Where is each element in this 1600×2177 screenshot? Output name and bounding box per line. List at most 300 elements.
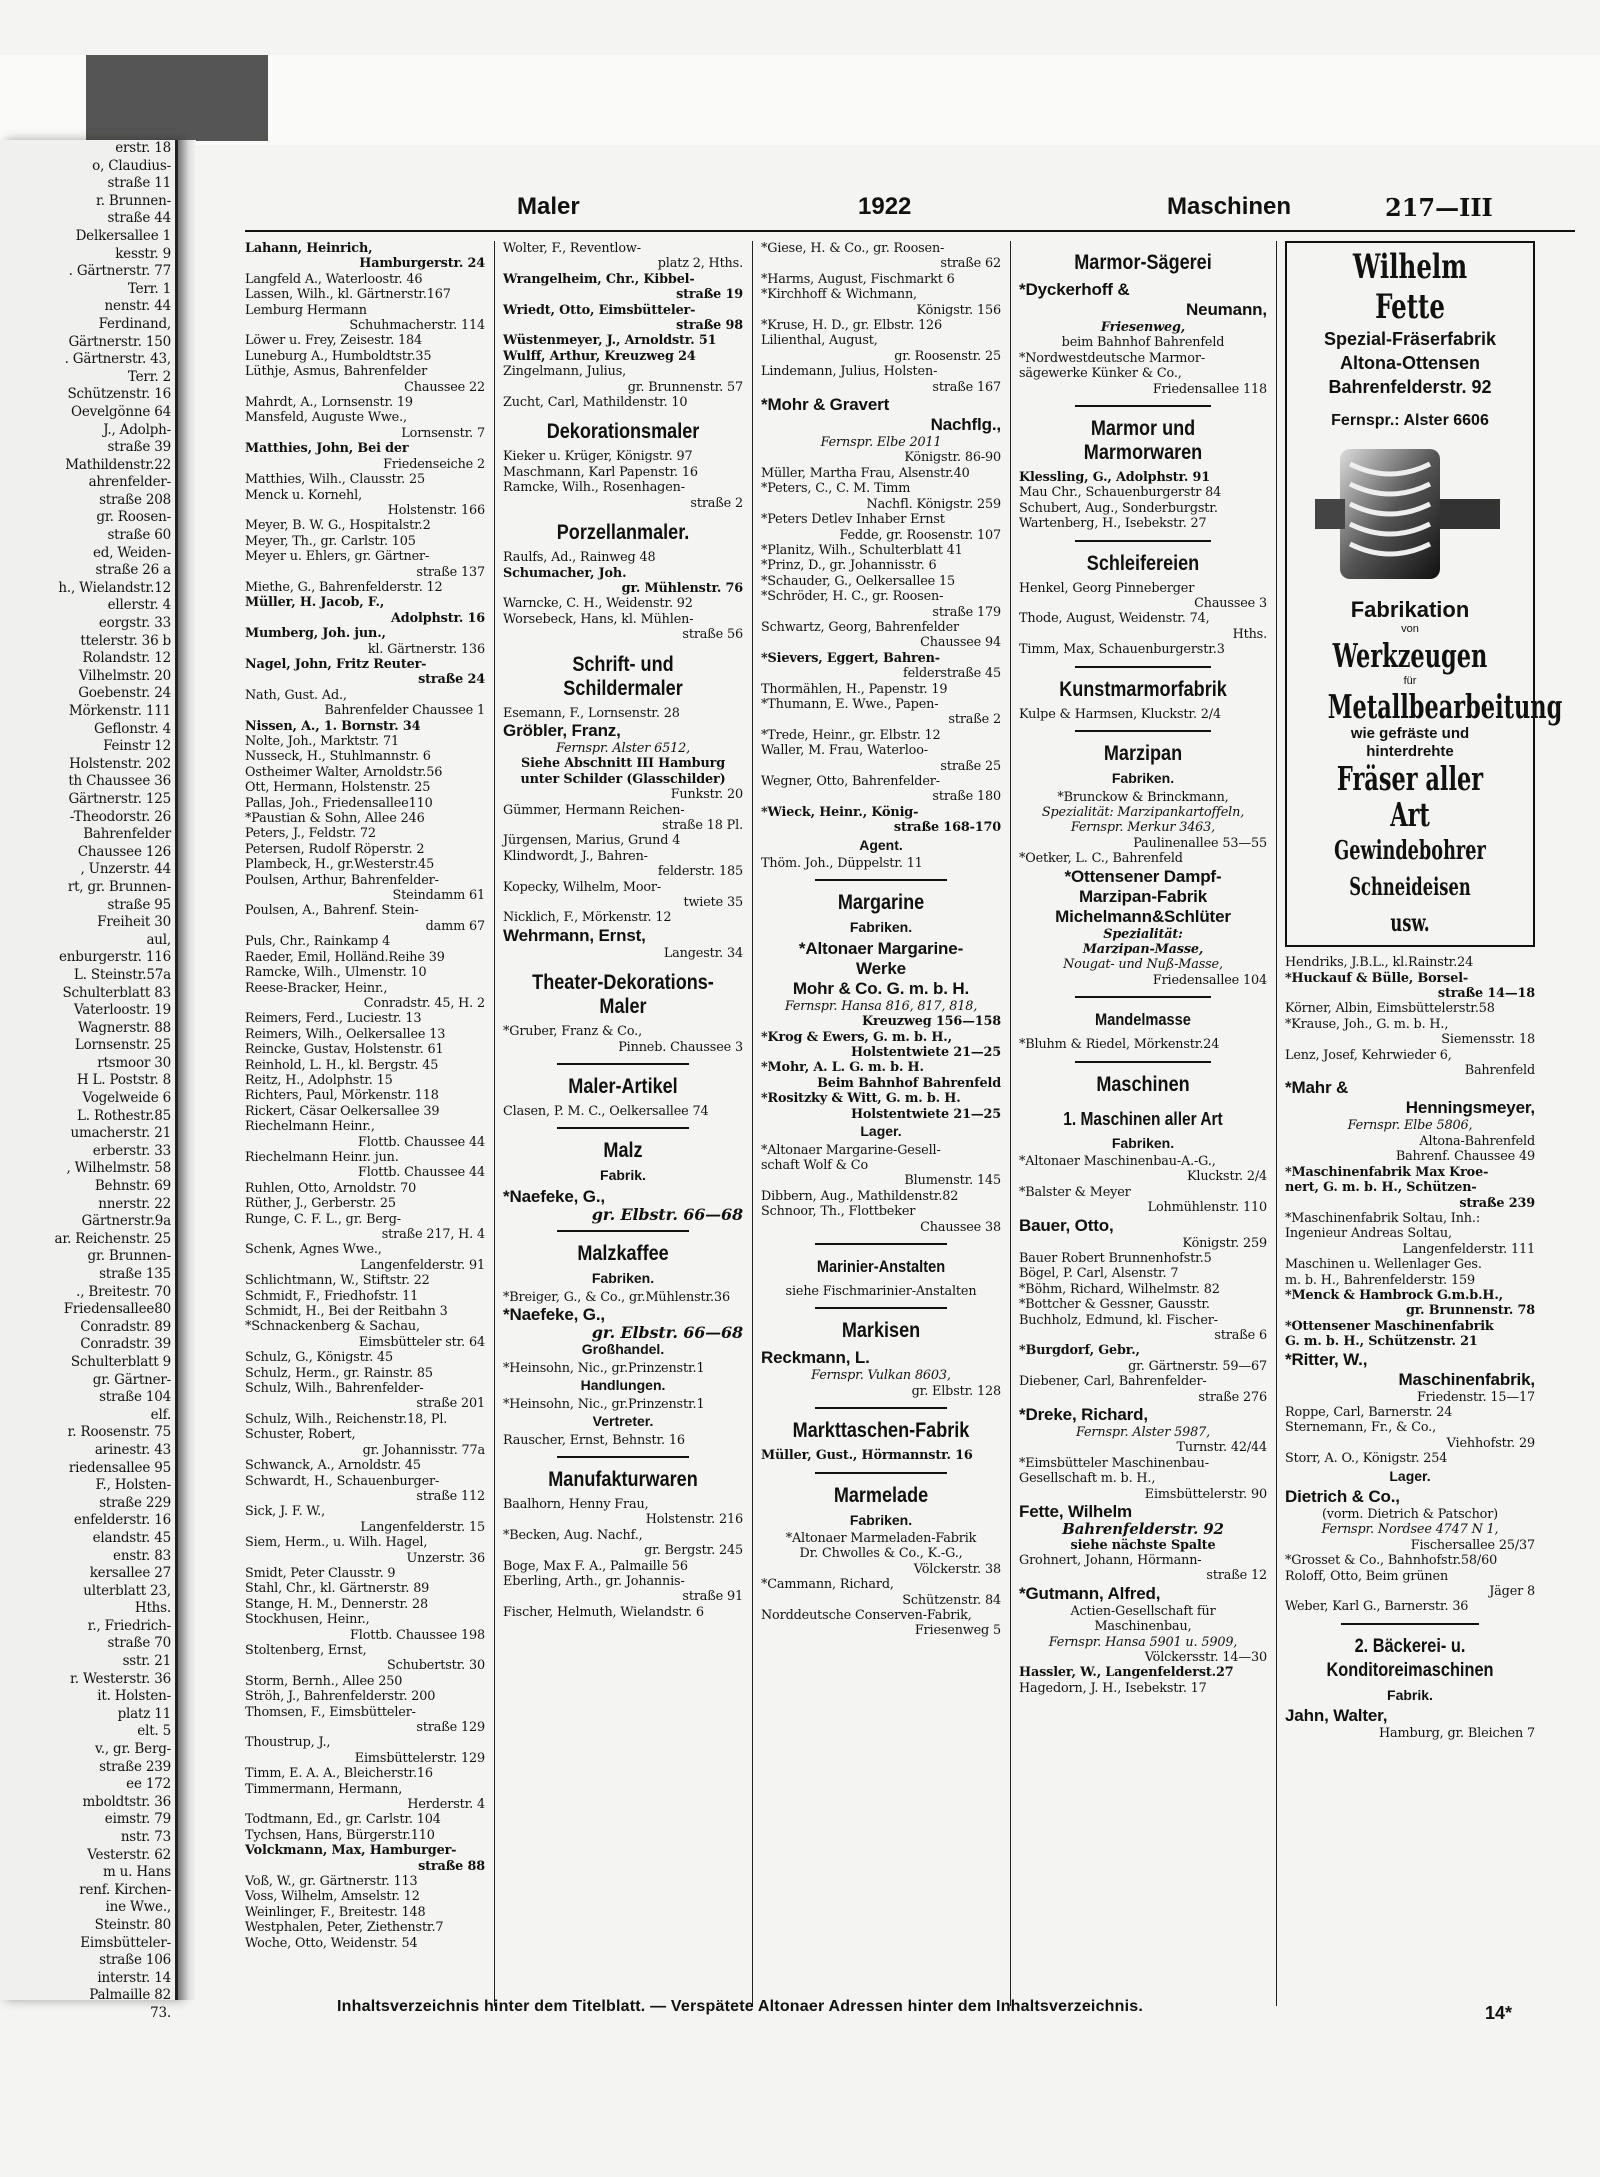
sliver-line: -Theodorstr. 26: [69, 808, 171, 825]
directory-entry: Müller, Gust., Hörmannstr. 16: [761, 1448, 973, 1464]
ad-p9: Gewindebohrer: [1334, 836, 1486, 867]
directory-entry: Müller, Martha Frau, Alsenstr.40: [761, 465, 970, 481]
page-number: 217—III: [1385, 193, 1493, 222]
sliver-line: erberstr. 33: [92, 1142, 171, 1159]
sliver-line: straße 208: [99, 491, 171, 508]
sliver-line: Terr. 2: [127, 368, 171, 385]
sliver-line: nstr. 73: [120, 1829, 171, 1845]
sliver-line: kesstr. 9: [115, 245, 171, 262]
featured-entry: Dietrich & Co.,: [1285, 1487, 1400, 1506]
directory-entry: Nagel, John, Fritz Reuter-: [245, 656, 427, 672]
subsection-heading: Lager.: [1389, 1467, 1431, 1484]
directory-entry: Wulff, Arthur, Kreuzweg 24: [503, 348, 696, 364]
directory-entry: straße 276: [1198, 1389, 1267, 1405]
directory-entry: Eimsbütteler str. 64: [358, 1334, 485, 1350]
sliver-line: straße 44: [107, 210, 171, 227]
sliver-line: Freiheit 30: [97, 914, 171, 931]
sliver-line: , Wilhelmstr. 58: [66, 1160, 171, 1177]
sliver-line: Conradstr. 39: [80, 1336, 171, 1353]
directory-entry: straße 88: [418, 1858, 485, 1874]
directory-entry: Bahrenf. Chaussee 49: [1395, 1149, 1535, 1165]
directory-entry: *Nordwestdeutsche Marmor-: [1019, 350, 1205, 366]
directory-entry: Zucht, Carl, Mathildenstr. 10: [503, 395, 688, 411]
directory-entry: Kulpe & Harmsen, Kluckstr. 2/4: [1019, 706, 1221, 722]
sliver-line: elt. 5: [137, 1723, 171, 1740]
ad-p1: Fabrikation: [1350, 597, 1470, 623]
directory-entry: Actien-Gesellschaft für: [1070, 1603, 1216, 1619]
subsection-heading: Handlungen.: [580, 1377, 666, 1394]
directory-entry: straße 24: [418, 672, 485, 688]
directory-entry: Mahrdt, A., Lornsenstr. 19: [245, 395, 413, 411]
directory-entry: Timm, E. A. A., Bleicherstr.16: [245, 1766, 433, 1782]
directory-entry: *Grosset & Co., Bahnhofstr.58/60: [1285, 1553, 1498, 1569]
subsection-heading: Fabriken.: [1111, 770, 1175, 787]
section-heading: 1. Maschinen aller Art: [1063, 1108, 1223, 1129]
sliver-line: nenstr. 44: [104, 298, 171, 315]
ad-p8: Fräser aller Art: [1336, 759, 1484, 835]
section-rule: [815, 1307, 947, 1309]
sliver-line: ine Wwe.,: [105, 1899, 171, 1916]
sliver-line: mboldtstr. 36: [82, 1793, 171, 1810]
sliver-line: Schulterblatt 9: [70, 1353, 171, 1370]
section-rule: [1075, 405, 1211, 407]
section-rule: [815, 879, 947, 881]
directory-entry: *Altonaer Margarine-Gesell-: [761, 1142, 941, 1158]
directory-entry: straße 25: [940, 758, 1001, 774]
subsection-heading: Agent.: [859, 836, 903, 853]
subsection-heading: Fabriken.: [849, 919, 913, 936]
sliver-line: Behnstr. 69: [94, 1178, 171, 1195]
directory-entry: Friedenseiche 2: [383, 456, 485, 472]
section-rule: [815, 1472, 947, 1474]
directory-entry: Beim Bahnhof Bahrenfeld: [817, 1075, 1001, 1091]
directory-entry: Petersen, Rudolf Röperstr. 2: [245, 841, 425, 857]
ad-p6: wie gefräste und: [1350, 725, 1470, 743]
directory-entry: Löwer u. Frey, Zeisestr. 184: [245, 333, 423, 349]
sliver-line: h., Wielandstr.12: [58, 579, 171, 596]
section-rule: [557, 1230, 689, 1232]
sliver-line: kersallee 27: [89, 1565, 171, 1582]
sliver-line: enstr. 83: [113, 1547, 171, 1564]
page-footer-note: Inhaltsverzeichnis hinter dem Titelblatt. — Verspätete Altonaer Adressen hinter dem Inhaltsverzeichnis.: [337, 1998, 1144, 2015]
directory-entry: Kieker u. Krüger, Königstr. 97: [503, 449, 693, 465]
featured-entry: Maschinenfabrik,: [1398, 1369, 1535, 1389]
sliver-line: Vogelweide 6: [82, 1090, 171, 1107]
directory-entry: straße 6: [1214, 1328, 1267, 1344]
section-rule: [1075, 540, 1211, 542]
column-5-entries: [1285, 955, 1535, 1741]
directory-entry: Wegner, Otto, Bahrenfelder-: [761, 774, 940, 789]
sliver-line: Delkersallee 1: [75, 227, 171, 244]
directory-entry: kl. Gärtnerstr. 136: [367, 641, 485, 657]
directory-entry: *Kirchhoff & Wichmann,: [761, 287, 917, 303]
featured-entry: Werke: [856, 958, 906, 978]
directory-entry: *Thumann, E. Wwe., Papen-: [761, 696, 939, 712]
sliver-line: L. Steinstr.57a: [73, 966, 171, 983]
directory-entry: Thomsen, F., Eimsbütteler-: [245, 1704, 416, 1720]
header-rule: [245, 230, 1575, 232]
directory-entry: *Rositzky & Witt, G. m. b. H.: [761, 1091, 961, 1107]
directory-entry: Worsebeck, Hans, kl. Mühlen-: [503, 611, 694, 627]
directory-entry: sägewerke Künker & Co.,: [1019, 366, 1182, 382]
directory-entry: Lassen, Wilh., kl. Gärtnerstr.167: [245, 287, 451, 303]
section-heading: Porzellanmaler.: [556, 521, 690, 545]
directory-entry: Hendriks, J.B.L., kl.Rainstr.24: [1285, 955, 1474, 971]
directory-entry: siehe nächste Spalte: [1070, 1537, 1216, 1553]
directory-entry: Buchholz, Edmund, kl. Fischer-: [1019, 1312, 1218, 1328]
directory-entry: *Peters Detlev Inhaber Ernst: [761, 512, 945, 528]
sliver-line: sstr. 21: [122, 1653, 171, 1670]
directory-entry: *Sievers, Eggert, Bahren-: [761, 650, 940, 666]
sliver-line: straße 11: [107, 175, 171, 192]
ad-line2: Altona-Ottensen: [1339, 353, 1480, 373]
directory-entry: Lemburg Hermann: [245, 302, 367, 318]
directory-entry: Eberling, Arth., gr. Johannis-: [503, 1573, 685, 1589]
featured-entry: *Ottensener Dampf-: [1064, 866, 1222, 886]
sliver-line: r. Brunnen-: [95, 192, 171, 209]
column-3: [761, 241, 1001, 2006]
section-heading: Theater-Dekorations-Maler: [532, 971, 714, 1019]
directory-page: [205, 145, 1585, 2025]
directory-entry: Kluckstr. 2/4: [1186, 1169, 1267, 1185]
sliver-line: straße 104: [99, 1389, 171, 1406]
sliver-line: r. Roosenstr. 75: [67, 1424, 171, 1441]
directory-entry: gr. Johannisstr. 77a: [362, 1442, 485, 1458]
directory-entry: Schnoor, Th., Flottbeker: [761, 1204, 916, 1220]
sliver-line: Terr. 1: [127, 280, 171, 297]
directory-entry: Henkel, Georg Pinneberger: [1019, 580, 1195, 596]
sliver-line: straße 95: [107, 896, 171, 913]
sliver-line: straße 229: [99, 1494, 171, 1511]
directory-entry: Fernspr. Elbe 2011: [820, 435, 942, 451]
section-heading: Mandelmasse: [1095, 1010, 1191, 1030]
directory-entry: Bögel, P. Carl, Alsenstr. 7: [1019, 1266, 1179, 1282]
directory-entry: Roloff, Otto, Beim grünen: [1285, 1568, 1449, 1584]
directory-entry: straße 168-170: [893, 820, 1001, 836]
sliver-line: gr. Roosen-: [96, 509, 171, 526]
directory-entry: *Burgdorf, Gebr.,: [1019, 1343, 1140, 1359]
section-heading: Dekorationsmaler: [546, 420, 700, 444]
directory-entry: Wüstenmeyer, J., Arnoldstr. 51: [503, 333, 717, 349]
directory-entry: Bahrenfeld: [1464, 1063, 1535, 1079]
section-heading: Maschinen: [1096, 1072, 1190, 1096]
sliver-line: riedensallee 95: [68, 1459, 171, 1476]
featured-entry: *Altonaer Margarine-: [798, 938, 964, 958]
directory-entry: *Bottcher & Gessner, Gausstr.: [1019, 1297, 1210, 1313]
sliver-line: erstr. 18: [115, 140, 171, 156]
sliver-line: eimstr. 79: [104, 1811, 171, 1828]
directory-entry: Nusseck, H., Stuhlmannstr. 6: [245, 749, 431, 765]
directory-entry: Fernspr. Hansa 5901 u. 5909,: [1048, 1634, 1238, 1650]
directory-entry: Chaussee 38: [920, 1219, 1001, 1235]
directory-entry: straße 180: [932, 789, 1001, 805]
sliver-line: arinestr. 43: [94, 1441, 171, 1458]
directory-entry: (vorm. Dietrich & Patschor): [1321, 1507, 1499, 1522]
sliver-line: v., gr. Berg-: [94, 1741, 171, 1758]
directory-entry: Reimers, Wilh., Oelkersallee 13: [245, 1026, 446, 1042]
directory-entry: Flottb. Chaussee 198: [350, 1627, 485, 1643]
sliver-line: straße 106: [99, 1952, 171, 1969]
directory-entry: Klessling, G., Adolphstr. 91: [1019, 470, 1210, 486]
column-4: [1019, 241, 1267, 2006]
directory-entry: Nachfl. Königstr. 259: [866, 496, 1001, 512]
directory-entry: Dr. Chwolles & Co., K.-G.,: [799, 1546, 963, 1562]
directory-entry: Roppe, Carl, Barnerstr. 24: [1285, 1404, 1453, 1420]
directory-entry: Bahrenfelderstr. 92: [1062, 1520, 1224, 1539]
section-rule: [557, 1063, 689, 1065]
directory-entry: damm 67: [425, 918, 485, 934]
directory-entry: Voss, Wilhelm, Amselstr. 12: [245, 1889, 420, 1905]
featured-entry: Neumann,: [1186, 300, 1267, 319]
directory-entry: nert, G. m. b. H., Schützen-: [1285, 1180, 1477, 1196]
directory-entry: Meyer, B. W. G., Hospitalstr.2: [245, 518, 431, 534]
sliver-line: straße 239: [99, 1758, 171, 1775]
directory-entry: Peters, J., Feldstr. 72: [245, 826, 376, 842]
directory-entry: Wolter, F., Reventlow-: [503, 241, 641, 256]
directory-entry: Flottb. Chaussee 44: [358, 1134, 485, 1150]
directory-entry: *Giese, H. & Co., gr. Roosen-: [761, 241, 945, 256]
directory-entry: Eimsbüttelerstr. 129: [354, 1750, 485, 1766]
directory-entry: straße 217, H. 4: [381, 1227, 485, 1242]
directory-entry: Lüthje, Asmus, Bahrenfelder: [245, 364, 428, 380]
featured-entry: Reckmann, L.: [761, 1348, 870, 1368]
directory-entry: Holstentwiete 21—25: [850, 1045, 1001, 1061]
column-5: [1285, 241, 1563, 2006]
directory-entry: Stockhusen, Heinr.,: [245, 1612, 370, 1628]
column-2: [503, 241, 743, 2006]
directory-entry: Fischer, Helmuth, Wielandstr. 6: [503, 1604, 704, 1620]
directory-entry: Fischersallee 25/37: [1410, 1537, 1535, 1553]
directory-entry: Poulsen, A., Bahrenf. Stein-: [245, 903, 419, 919]
directory-entry: Sick, J. F. W.,: [245, 1504, 326, 1520]
directory-entry: Fernspr. Hansa 816, 817, 818,: [784, 998, 978, 1014]
directory-entry: Völckersstr. 14—30: [1144, 1649, 1267, 1665]
directory-entry: Plambeck, H., gr.Westerstr.45: [245, 857, 435, 873]
directory-entry: Schulz, Wilh., Bahrenfelder-: [245, 1381, 424, 1397]
directory-entry: Körner, Albin, Eimsbüttelerstr.58: [1285, 1001, 1495, 1017]
sliver-line: straße 39: [107, 439, 171, 456]
directory-entry: Wartenberg, H., Isebekstr. 27: [1019, 516, 1207, 532]
directory-entry: Lornsenstr. 7: [401, 425, 485, 441]
ad-p2: von: [1401, 623, 1419, 636]
section-heading: Malzkaffee: [577, 1242, 669, 1266]
featured-entry: *Mohr & Gravert: [761, 395, 890, 415]
sliver-line: eorgstr. 33: [98, 615, 171, 632]
directory-entry: Nissen, A., 1. Bornstr. 34: [245, 718, 421, 734]
section-heading: Marmelade: [833, 1483, 929, 1507]
ad-p10: Schneideisen usw.: [1349, 872, 1471, 938]
directory-entry: Schuhmacherstr. 114: [349, 318, 485, 334]
sliver-line: ., Breitestr. 70: [76, 1283, 171, 1300]
directory-entry: Volckmann, Max, Hamburger-: [245, 1843, 457, 1859]
directory-entry: straße 2: [948, 712, 1001, 728]
sliver-line: ellerstr. 4: [107, 597, 171, 614]
directory-entry: *Böhm, Richard, Wilhelmstr. 82: [1019, 1281, 1220, 1297]
section-rule: [815, 1407, 947, 1409]
scan-dark-patch: [86, 55, 268, 141]
sliver-line: Schützenstr. 16: [67, 386, 171, 403]
directory-entry: *Cammann, Richard,: [761, 1577, 894, 1593]
directory-entry: straße 12: [1206, 1568, 1267, 1584]
sliver-line: Gärtnerstr.9a: [81, 1213, 171, 1230]
sliver-line: m u. Hans: [102, 1864, 171, 1881]
directory-entry: Hamburg, gr. Bleichen 7: [1379, 1726, 1535, 1742]
directory-entry: Fernspr. Vulkan 8603,: [811, 1368, 951, 1384]
directory-entry: *Altonaer Maschinenbau-A.-G.,: [1019, 1153, 1216, 1169]
directory-entry: Langfeld A., Waterloostr. 46: [245, 271, 423, 287]
sliver-line: it. Holsten-: [97, 1688, 171, 1705]
sliver-line: umacherstr. 21: [70, 1125, 171, 1142]
section-heading: Schrift- und Schildermaler: [563, 652, 683, 700]
directory-entry: Meyer, Th., gr. Carlstr. 105: [245, 533, 416, 549]
directory-entry: Nath, Gust. Ad.,: [245, 687, 347, 703]
directory-entry: Baalhorn, Henny Frau,: [503, 1496, 649, 1512]
section-rule: [557, 1456, 689, 1458]
directory-entry: Hamburgerstr. 24: [359, 256, 485, 272]
sliver-line: elf.: [150, 1406, 171, 1423]
directory-entry: Esemann, F., Lornsenstr. 28: [503, 705, 680, 721]
directory-entry: Todtmann, Ed., gr. Carlstr. 104: [245, 1812, 441, 1828]
directory-entry: Rüther, J., Gerberstr. 25: [245, 1196, 396, 1212]
directory-entry: Schmidt, F., Friedhofstr. 11: [245, 1288, 419, 1304]
directory-entry: Steindamm 61: [392, 888, 485, 904]
directory-entry: Thoustrup, J.,: [245, 1735, 331, 1751]
directory-entry: Clasen, P. M. C., Oelkersallee 74: [503, 1104, 709, 1120]
directory-entry: Matthies, John, Bei der: [245, 441, 409, 457]
sliver-line: 73.: [150, 2004, 171, 2021]
section-rule: [1341, 1623, 1479, 1625]
directory-entry: Thormählen, H., Papenstr. 19: [761, 681, 948, 697]
directory-entry: Fernspr. Elbe 5806,: [1347, 1118, 1473, 1134]
directory-entry: Sternemann, Fr., & Co.,: [1285, 1420, 1437, 1436]
directory-entry: Schubertstr. 30: [386, 1658, 485, 1674]
sliver-line: Vesterstr. 62: [87, 1846, 171, 1863]
directory-entry: *Heinsohn, Nic., gr.Prinzenstr.1: [503, 1360, 705, 1376]
section-heading: Margarine: [837, 891, 925, 915]
sliver-line: ar. Reichenstr. 25: [54, 1230, 171, 1247]
featured-entry: *Mahr &: [1285, 1078, 1349, 1098]
directory-entry: straße 98: [676, 318, 743, 334]
directory-entry: Chaussee 94: [920, 635, 1001, 651]
directory-entry: Chaussee 3: [1194, 596, 1267, 612]
sliver-line: gr. Brunnen-: [87, 1248, 171, 1265]
subsection-heading: Fabrik.: [600, 1167, 646, 1184]
directory-entry: straße 239: [1459, 1195, 1535, 1211]
directory-entry: Schumacher, Joh.: [503, 565, 627, 581]
directory-entry: Wriedt, Otto, Eimsbütteler-: [503, 302, 696, 318]
sheet-number: 14*: [1485, 2003, 1513, 2023]
directory-entry: Matthies, Wilh., Clausstr. 25: [245, 472, 425, 488]
sliver-line: Chaussee 126: [77, 843, 171, 860]
directory-entry: *Heinsohn, Nic., gr.Prinzenstr.1: [503, 1396, 705, 1412]
directory-entry: Blumenstr. 145: [904, 1173, 1001, 1189]
featured-entry: *Naefeke, G.,: [503, 1186, 605, 1206]
directory-entry: Lindemann, Julius, Holsten-: [761, 364, 938, 380]
sliver-line: ulterblatt 23,: [83, 1582, 171, 1599]
directory-entry: Langenfelderstr. 111: [1402, 1241, 1535, 1257]
directory-entry: Stahl, Chr., kl. Gärtnerstr. 89: [245, 1581, 430, 1597]
directory-entry: *Maschinenfabrik Soltau, Inh.:: [1285, 1210, 1480, 1226]
directory-entry: Zingelmann, Julius,: [503, 364, 627, 380]
directory-entry: Schwanck, A., Arnoldstr. 45: [245, 1458, 421, 1474]
featured-entry: Nachflg.,: [930, 415, 1001, 435]
directory-entry: Marzipan-Masse,: [1082, 941, 1204, 957]
directory-entry: Friedenstr. 15—17: [1416, 1389, 1535, 1405]
directory-entry: Poulsen, Arthur, Bahrenfelder-: [245, 872, 439, 888]
directory-entry: Fernspr. Merkur 3463,: [1070, 820, 1216, 836]
directory-entry: *Ottensener Maschinenfabrik: [1285, 1318, 1494, 1334]
directory-entry: *Kruse, H. D., gr. Elbstr. 126: [761, 318, 943, 334]
directory-entry: Mumberg, Joh. jun.,: [245, 626, 386, 642]
sliver-line: enburgerstr. 116: [58, 949, 171, 966]
directory-entry: Voß, W., gr. Gärtnerstr. 113: [245, 1874, 418, 1890]
header-year: 1922: [858, 193, 912, 220]
sliver-line: Gärtnerstr. 150: [68, 333, 171, 350]
directory-entry: Holstenstr. 216: [645, 1512, 743, 1528]
directory-entry: *Altonaer Marmeladen-Fabrik: [785, 1530, 977, 1546]
directory-entry: straße 19: [676, 287, 743, 303]
featured-entry: Mohr & Co. G. m. b. H.: [792, 978, 970, 998]
directory-entry: *Schnackenberg & Sachau,: [245, 1319, 420, 1335]
directory-entry: Siem, Herm., u. Wilh. Hagel,: [245, 1535, 428, 1551]
directory-entry: Turnstr. 42/44: [1176, 1440, 1267, 1456]
sliver-line: renf. Kirchen-: [79, 1881, 171, 1898]
directory-entry: Fedde, gr. Roosenstr. 107: [839, 527, 1001, 543]
directory-entry: *Planitz, Wilh., Schulterblatt 41: [761, 542, 963, 558]
directory-entry: Waller, M. Frau, Waterloo-: [761, 743, 928, 759]
directory-entry: Schwartz, Georg, Bahrenfelder: [761, 619, 959, 635]
sliver-line: gr. Gärtner-: [92, 1371, 171, 1388]
column-divider: [752, 241, 753, 2006]
directory-entry: Ostheimer Walter, Arnoldstr.56: [245, 764, 443, 780]
directory-entry: Gümmer, Hermann Reichen-: [503, 802, 685, 818]
directory-entry: Viehhofstr. 29: [1446, 1435, 1535, 1451]
directory-entry: Warncke, C. H., Weidenstr. 92: [503, 596, 693, 612]
sliver-line: Palmaille 82: [89, 1987, 171, 2004]
sliver-line: . Gärtnerstr. 77: [68, 263, 171, 280]
section-rule: [557, 1127, 689, 1129]
sliver-line: nnerstr. 22: [98, 1195, 171, 1212]
directory-entry: Gesellschaft m. b. H.,: [1019, 1471, 1156, 1487]
featured-entry: *Dreke, Richard,: [1019, 1405, 1148, 1425]
ad-phone: Fernspr.: Alster 6606: [1331, 412, 1489, 429]
sliver-line: Mathildenstr.22: [65, 456, 171, 473]
sliver-line: straße 135: [99, 1266, 171, 1282]
directory-entry: *Trede, Heinr., gr. Elbstr. 12: [761, 727, 941, 743]
directory-entry: straße 91: [682, 1589, 743, 1605]
sliver-line: Vaterloostr. 19: [73, 1002, 171, 1019]
directory-entry: Mau Chr., Schauenburgerstr 84: [1019, 485, 1222, 501]
directory-entry: platz 2, Hths.: [657, 256, 743, 272]
directory-entry: Nougat- und Nuß-Masse,: [1063, 957, 1223, 973]
directory-entry: Reinhold, L. H., kl. Bergstr. 45: [245, 1057, 439, 1073]
directory-entry: Herderstr. 4: [407, 1797, 485, 1813]
sliver-line: elandstr. 45: [92, 1529, 171, 1546]
featured-entry: Wehrmann, Ernst,: [503, 925, 646, 945]
directory-entry: Grohnert, Johann, Hörmann-: [1019, 1552, 1202, 1568]
subsection-heading: Fabrik.: [1387, 1686, 1433, 1703]
directory-entry: Hassler, W., Langenfelderst.27: [1019, 1665, 1234, 1681]
directory-entry: *Becken, Aug. Nachf.,: [503, 1527, 643, 1543]
directory-entry: Stoltenberg, Ernst,: [245, 1642, 367, 1658]
sliver-line: ttelerstr. 36 b: [80, 632, 171, 649]
directory-entry: *Wieck, Heinr., König-: [761, 804, 919, 820]
section-heading: Maler-Artikel: [568, 1075, 678, 1099]
directory-entry: *Oetker, L. C., Bahrenfeld: [1019, 851, 1183, 867]
directory-entry: *Huckauf & Bülle, Borsel-: [1285, 970, 1469, 986]
directory-entry: Lahann, Heinrich,: [245, 241, 373, 256]
directory-entry: G. m. b. H., Schützenstr. 21: [1285, 1334, 1478, 1350]
